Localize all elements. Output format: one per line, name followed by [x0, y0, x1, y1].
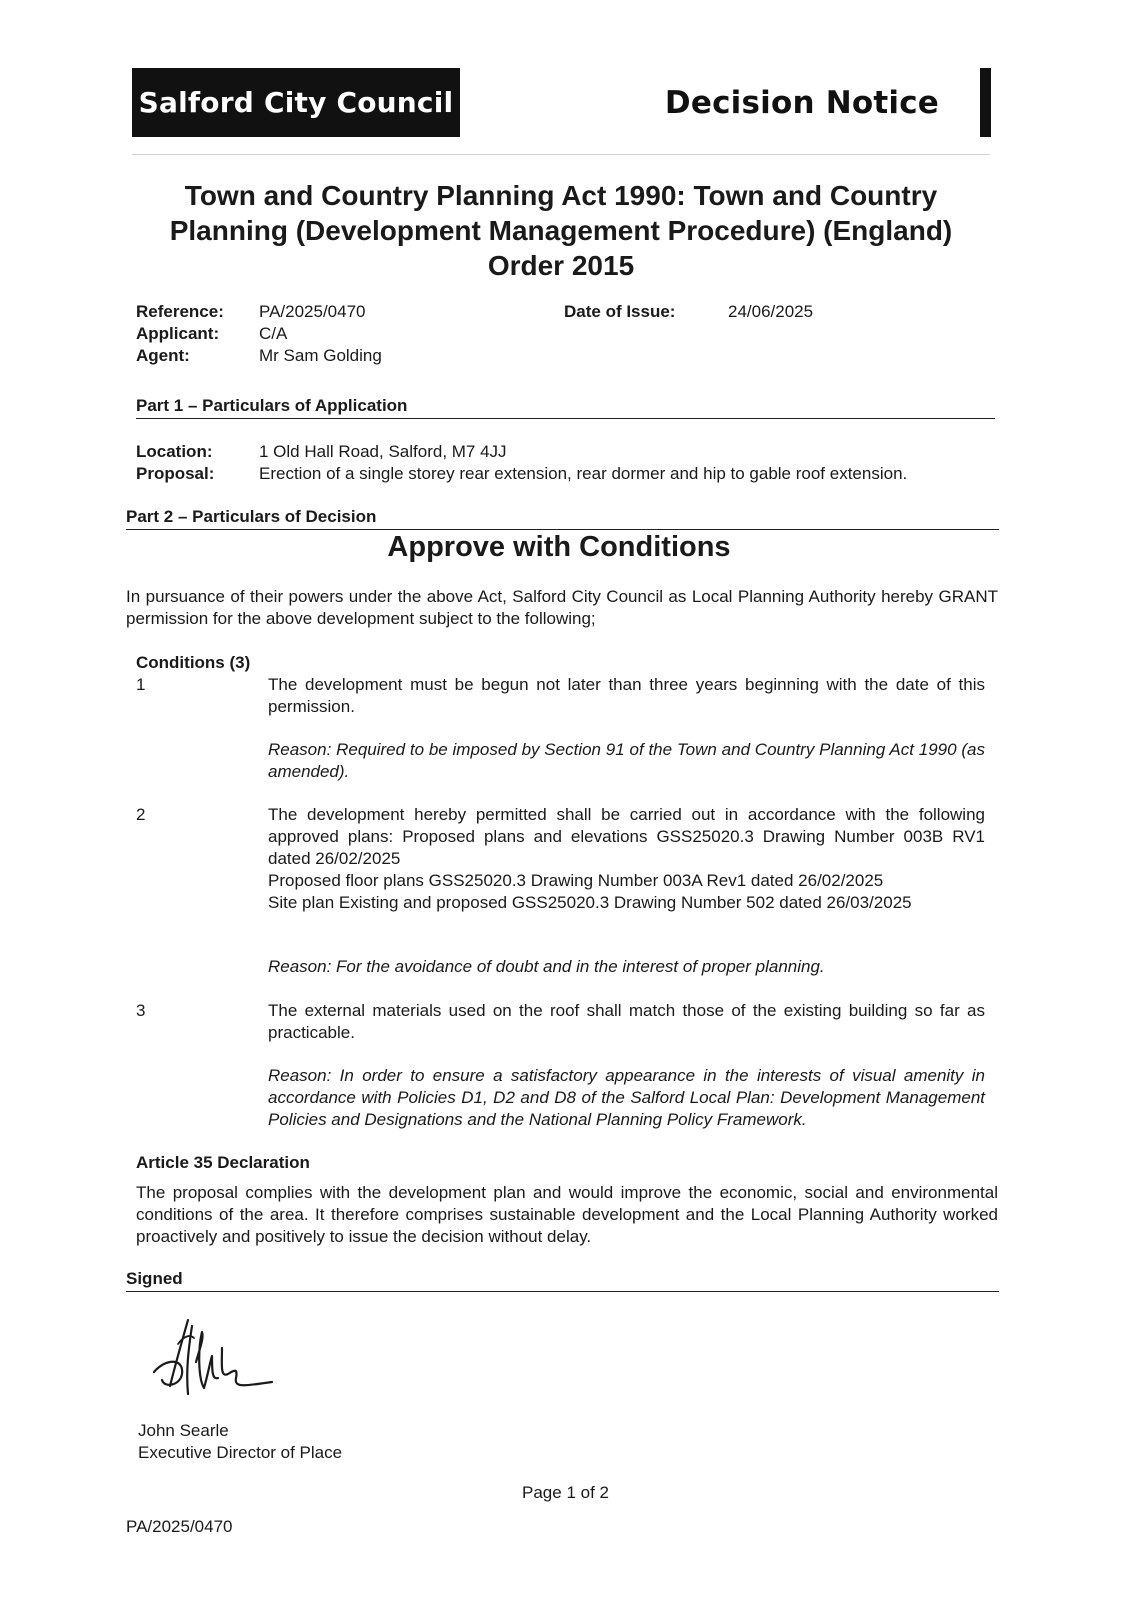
applicant-value: C/A	[259, 324, 288, 343]
proposal-value: Erection of a single storey rear extension, rear dormer and hip to gable roof extension.	[259, 464, 908, 483]
agent-label: Agent:	[136, 346, 190, 365]
document-title: Town and Country Planning Act 1990: Town and Country Planning (Development Management Procedure) (England) Order 2015	[169, 180, 953, 281]
signatory-name: John Searle	[138, 1421, 229, 1440]
condition-text: The development hereby permitted shall be carried out in accordance with the following approved plans:	[268, 805, 985, 846]
applicant-label: Applicant:	[136, 324, 220, 343]
condition-number: 3	[136, 1001, 146, 1020]
condition-reason: Reason: For the avoidance of doubt and in the interest of proper planning.	[268, 957, 825, 976]
location-value: 1 Old Hall Road, Salford, M7 4JJ	[259, 442, 507, 461]
signed-heading: Signed	[126, 1269, 183, 1288]
agent-value: Mr Sam Golding	[259, 346, 382, 365]
approved-plan: Site plan Existing and proposed GSS25020.3 Drawing Number 502 dated 26/03/2025	[268, 893, 912, 912]
condition-text: The external materials used on the roof shall match those of the existing building so far as practicable.	[268, 1001, 985, 1042]
signatory-role: Executive Director of Place	[138, 1443, 343, 1462]
condition-number: 1	[136, 675, 146, 694]
document-type: Decision Notice	[664, 85, 939, 121]
condition-reason: Reason: In order to ensure a satisfactory appearance in the interests of visual amenity in accordance with Policies D1, D2 and D8 of the Salford Local Plan: Development Management Policies and Designations and the National Planning Policy Framework.	[268, 1066, 985, 1129]
header-divider	[132, 154, 990, 155]
grant-statement: In pursuance of their powers under the above Act, Salford City Council as Local Planning Authority hereby GRANT permission for the above development subject to the following;	[126, 587, 998, 628]
conditions-heading: Conditions (3)	[136, 653, 251, 672]
signature-image	[148, 1308, 276, 1406]
header-accent-bar	[980, 68, 991, 137]
date-of-issue-label: Date of Issue:	[564, 302, 676, 321]
article35-heading: Article 35 Declaration	[136, 1153, 310, 1172]
condition-text: The development must be begun not later than three years beginning with the date of this permission.	[268, 675, 985, 716]
reference-label: Reference:	[136, 302, 224, 321]
proposal-label: Proposal:	[136, 464, 215, 483]
approved-plan: Proposed floor plans GSS25020.3 Drawing Number 003A Rev1 dated 26/02/2025	[268, 871, 884, 890]
council-logo: Salford City Council	[132, 68, 460, 137]
condition-reason: Reason: Required to be imposed by Section 91 of the Town and Country Planning Act 1990 (as amended).	[268, 740, 985, 781]
approved-plan: Proposed plans and elevations GSS25020.3 Drawing Number 003B RV1 dated 26/02/2025	[268, 827, 985, 868]
condition-number: 2	[136, 805, 146, 824]
reference-value: PA/2025/0470	[259, 302, 366, 321]
part1-rule	[136, 418, 995, 419]
part1-heading: Part 1 – Particulars of Application	[136, 396, 408, 415]
condition-block	[268, 804, 985, 914]
decision-outcome: Approve with Conditions	[387, 531, 731, 563]
page-number: Page 1 of 2	[522, 1483, 609, 1502]
location-label: Location:	[136, 442, 213, 461]
signed-rule	[126, 1291, 999, 1292]
part2-heading: Part 2 – Particulars of Decision	[126, 507, 377, 526]
article35-text: The proposal complies with the development plan and would improve the economic, social and environmental conditions of the area. It therefore comprises sustainable development and the Local Planning Authority worked proactively and positively to issue the decision without delay.	[136, 1183, 998, 1246]
footer-reference: PA/2025/0470	[126, 1517, 233, 1536]
date-of-issue-value: 24/06/2025	[728, 302, 814, 321]
